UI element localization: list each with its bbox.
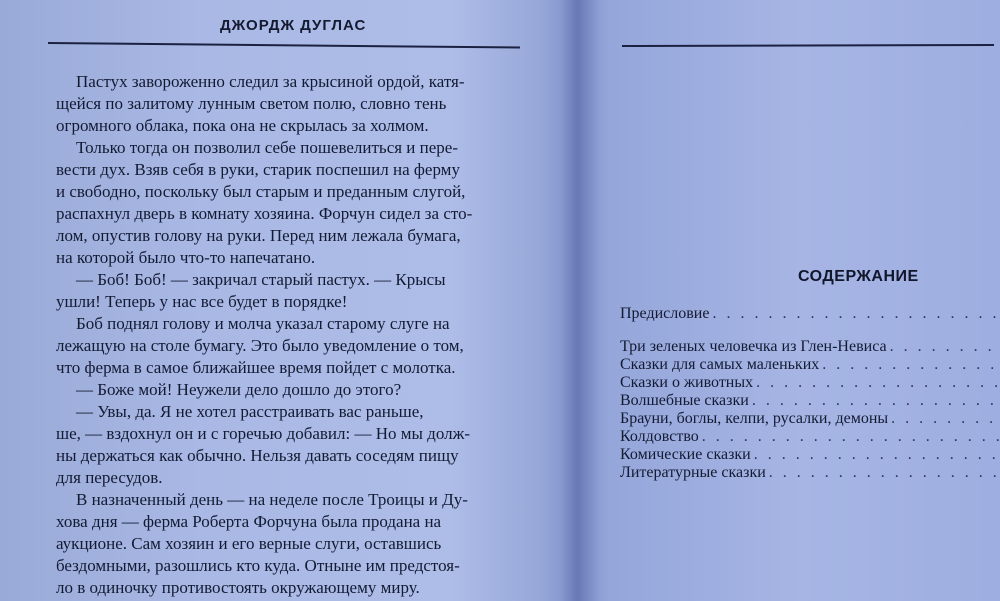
text-line: аукционе. Сам хозяин и его верные слуги, оставшись: [56, 534, 442, 553]
toc-dot-leader: [769, 464, 1000, 482]
toc-item: [620, 446, 1000, 466]
toc-item-label: Три зеленых человечка из Глен-Невиса: [620, 338, 887, 355]
toc-dot-leader: [702, 428, 1000, 446]
toc-dot-leader: [822, 356, 1000, 374]
text-line: для пересудов.: [56, 468, 163, 487]
toc-item: [620, 305, 1000, 325]
toc-item-label: Сказки для самых маленьких: [620, 356, 820, 373]
toc-item: [620, 392, 1000, 412]
text-line: что ферма в самое ближайшее время пойдет с молотка.: [56, 358, 456, 377]
toc-item-label: Волшебные сказки: [620, 392, 749, 409]
text-line: Пастух завороженно следил за крысиной ордой, катя-: [76, 72, 465, 91]
toc-item-label: Литературные сказки: [620, 464, 766, 481]
text-line: распахнул дверь в комнату хозяина. Форчун сидел за сто-: [56, 204, 473, 223]
toc-dot-leader: [756, 374, 1000, 392]
toc-title: СОДЕРЖАНИЕ: [798, 268, 919, 285]
toc-item-label: Сказки о животных: [620, 374, 754, 391]
text-line: Только тогда он позволил себе пошевелиться и пере-: [76, 138, 459, 157]
text-line: В назначенный день — на неделе после Троицы и Ду-: [76, 490, 468, 509]
text-line: ны держаться как обычно. Нельзя давать соседям пищу: [56, 446, 459, 465]
text-line: на которой было что-то напечатано.: [56, 248, 316, 267]
toc-item: [620, 464, 1000, 484]
toc-dot-leader: [754, 446, 1000, 464]
text-line: хова дня — ферма Роберта Форчуна была продана на: [56, 512, 442, 531]
toc-dot-leader: [752, 392, 1000, 410]
toc-item: [620, 338, 1000, 358]
toc-item: [620, 374, 1000, 394]
running-title: ДЖОРДЖ ДУГЛАС: [220, 17, 367, 34]
toc-dot-leader: [890, 338, 1000, 356]
toc-item: [620, 410, 1000, 430]
text-line: — Увы, да. Я не хотел расстраивать вас раньше,: [76, 402, 424, 421]
text-line: лом, опустив голову на руки. Перед ним лежала бумага,: [56, 226, 461, 245]
toc-item-label: Комические сказки: [620, 446, 751, 463]
text-line: ло в одиночку противостоять окружающему миру.: [56, 578, 420, 597]
text-line: вести дух. Взяв себя в руки, старик поспешил на ферму: [56, 160, 460, 179]
text-line: лежащую на столе бумагу. Это было уведомление о том,: [56, 336, 464, 355]
book-gutter: [560, 0, 600, 601]
text-line: ше, — вздохнул он и с горечью добавил: — Но мы долж-: [56, 424, 470, 443]
toc-item: [620, 428, 1000, 448]
toc-item-label: Колдовство: [620, 428, 699, 445]
toc-item: [620, 356, 1000, 376]
text-line: и свободно, поскольку был старым и преданным слугой,: [56, 182, 466, 201]
toc-dot-leader: [712, 305, 1000, 323]
text-line: ушли! Теперь у нас все будет в порядке!: [56, 292, 348, 311]
toc-item-label: Брауни, боглы, келпи, русалки, демоны: [620, 410, 889, 427]
text-line: — Боже мой! Неужели дело дошло до этого?: [76, 380, 402, 399]
text-line: бездомными, разошлись кто куда. Отныне им предстоя-: [56, 556, 460, 575]
text-line: щейся по залитому лунным светом полю, словно тень: [56, 94, 447, 113]
text-line: огромного облака, пока она не скрылась за холмом.: [56, 116, 429, 135]
text-line: Боб поднял голову и молча указал старому слуге на: [76, 314, 450, 333]
text-line: — Боб! Боб! — закричал старый пастух. — Крысы: [76, 270, 446, 289]
toc-item-label: Предисловие: [620, 305, 710, 322]
header-rule-right: [622, 44, 994, 47]
toc-dot-leader: [891, 410, 1000, 428]
